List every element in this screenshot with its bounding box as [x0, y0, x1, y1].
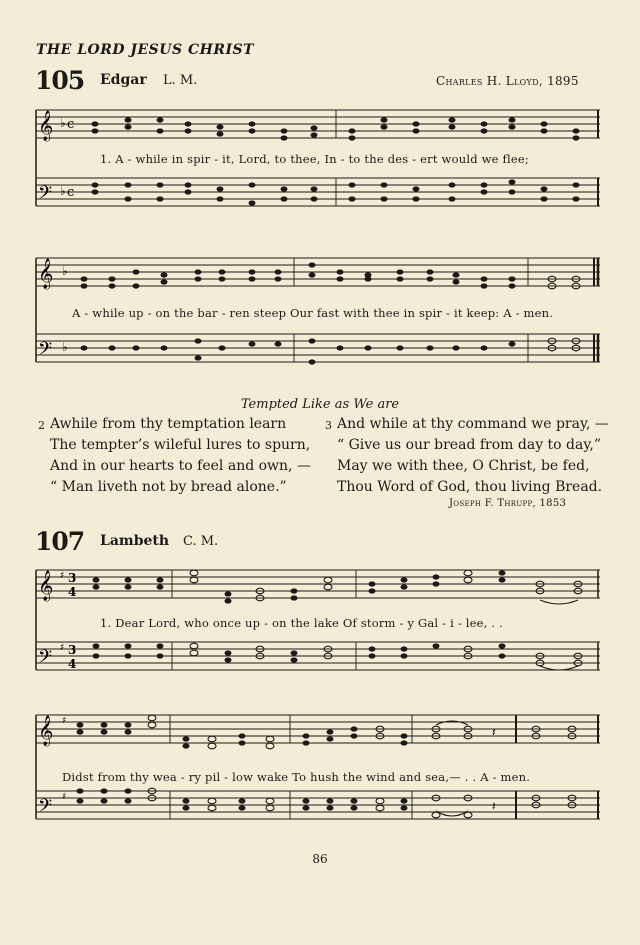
- verse-3-line-3: May we with thee, O Christ, be fed,: [337, 458, 590, 474]
- lyrics-107-line-2: Didst from thy wea - ry pil - low wake To hush the wind and sea,— . . A - men.: [62, 770, 531, 784]
- svg-text:c: c: [67, 117, 75, 132]
- svg-text:♯: ♯: [60, 571, 65, 581]
- svg-text:𝄢: 𝄢: [38, 183, 53, 208]
- verse-2-line-4: “ Man liveth not by bread alone.”: [50, 479, 287, 495]
- svg-text:𝄞: 𝄞: [38, 111, 54, 141]
- verse-2-line-3: And in our hearts to feel and own, —: [50, 458, 311, 474]
- svg-text:𝄢: 𝄢: [38, 647, 53, 672]
- svg-text:♭: ♭: [62, 340, 68, 354]
- verse-2-line-2: The tempter’s wileful lures to spurn,: [50, 437, 311, 453]
- svg-text:4: 4: [68, 657, 77, 671]
- verse-3-line-4: Thou Word of God, thou living Bread.: [337, 479, 603, 495]
- meter-107: C. M.: [183, 534, 219, 549]
- verse-3: [325, 414, 609, 498]
- svg-text:♯: ♯: [62, 792, 67, 802]
- svg-text:𝄽: 𝄽: [492, 799, 496, 813]
- tune-name-edgar: Edgar: [100, 72, 147, 88]
- composer-105: Charles H. Lloyd, 1895: [436, 74, 579, 88]
- section-title: THE LORD JESUS CHRIST: [36, 42, 255, 58]
- svg-text:c: c: [67, 185, 75, 200]
- svg-text:♭: ♭: [60, 184, 66, 198]
- author-credit: Joseph F. Thrupp, 1853: [449, 498, 567, 509]
- hymn-number-105: 105: [35, 66, 85, 95]
- tune-name-lambeth: Lambeth: [100, 533, 170, 549]
- hymn-subtitle: Tempted Like as We are: [240, 397, 400, 412]
- svg-text:♯: ♯: [62, 716, 67, 726]
- svg-text:♭: ♭: [62, 264, 68, 278]
- verse-2: [38, 414, 311, 498]
- lyrics-105-line-2: A - while up - on the bar - ren steep Our fast with thee in spir - it keep: A - men.: [72, 306, 554, 320]
- verse-3-number: 3: [325, 419, 332, 432]
- hymn-number-107: 107: [35, 527, 85, 556]
- svg-text:4: 4: [68, 585, 77, 599]
- svg-text:♭: ♭: [60, 116, 66, 130]
- svg-text:𝄞: 𝄞: [38, 259, 54, 289]
- verse-3-line-2: “ Give us our bread from day to day,”: [337, 437, 602, 453]
- svg-text:𝄽: 𝄽: [492, 725, 496, 739]
- svg-text:𝄢: 𝄢: [38, 796, 53, 821]
- verse-2-line-1: Awhile from thy temptation learn: [50, 416, 287, 432]
- svg-text:♯: ♯: [60, 643, 65, 653]
- meter-105: L. M.: [163, 73, 198, 88]
- verse-3-line-1: And while at thy command we pray, —: [337, 416, 609, 432]
- svg-text:𝄞: 𝄞: [38, 571, 54, 601]
- lyrics-105-line-1: 1. A - while in spir - it, Lord, to thee, In - to the des - ert would we flee;: [100, 152, 529, 166]
- svg-text:3: 3: [68, 643, 77, 657]
- svg-text:𝄢: 𝄢: [38, 339, 53, 364]
- verse-2-number: 2: [38, 419, 45, 432]
- svg-text:𝄞: 𝄞: [38, 716, 54, 746]
- svg-text:3: 3: [68, 571, 77, 585]
- page-number: 86: [312, 852, 328, 866]
- lyrics-107-line-1: 1. Dear Lord, who once up - on the lake Of storm - y Gal - i - lee, . .: [100, 616, 503, 630]
